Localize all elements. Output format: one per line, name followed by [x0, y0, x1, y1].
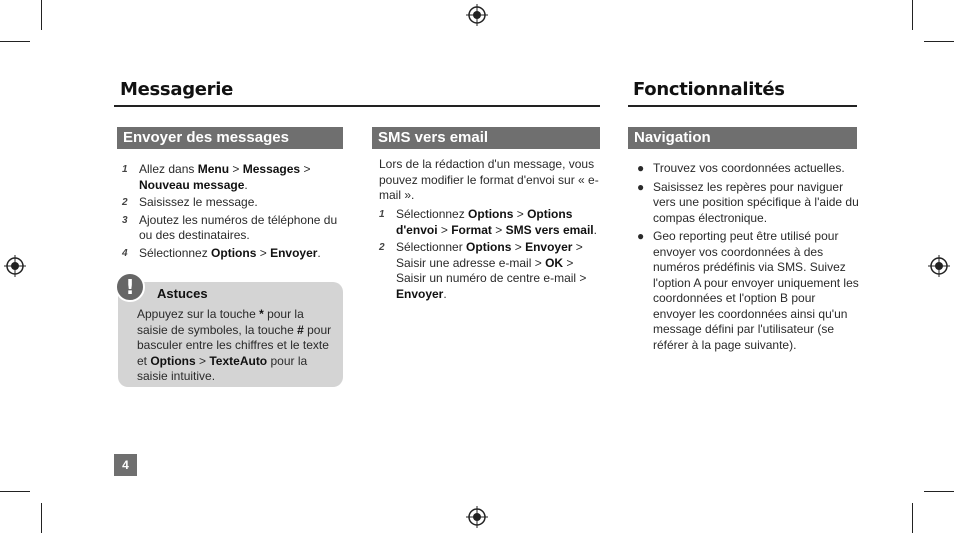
page-number: 4	[114, 454, 137, 476]
step-number: 4	[122, 247, 128, 259]
subsection-bar-sms-email: SMS vers email	[372, 127, 600, 149]
text-run: >	[229, 162, 243, 176]
bullet-text: Saisissez les repères pour naviguer vers une position spécifique à l'aide du compas électronique.	[653, 179, 859, 225]
text-run: Allez dans	[139, 162, 198, 176]
text-run: > Saisir un numéro de centre e-mail >	[396, 255, 587, 285]
steps-list-envoyer	[118, 162, 344, 263]
text-run: Ajoutez les numéros de téléphone du ou des destinataires.	[139, 212, 338, 242]
bold-term: Menu	[197, 162, 230, 176]
bold-term: Options	[466, 240, 512, 254]
subsection-bar-envoyer: Envoyer des messages	[117, 127, 343, 149]
registration-mark-icon	[466, 506, 488, 528]
step-number: 3	[122, 214, 128, 226]
tip-text	[137, 307, 337, 385]
crop-mark-icon	[912, 0, 913, 30]
section-title-messagerie: Messagerie	[120, 79, 234, 100]
section-rule-left	[114, 105, 600, 107]
section-title-fonctionnalites: Fonctionnalités	[633, 79, 785, 100]
text-run: pour la saisie intuitive.	[137, 353, 308, 383]
text-run: Sélectionner	[396, 240, 467, 254]
tip-title: Astuces	[157, 286, 208, 301]
text-run: Saisissez le message.	[139, 195, 258, 209]
crop-mark-icon	[924, 41, 954, 42]
text-run: Sélectionnez	[139, 245, 212, 260]
steps-list-sms-email	[375, 207, 600, 304]
crop-mark-icon	[0, 491, 30, 492]
bullet-item	[634, 229, 859, 353]
sms-email-intro: Lors de la rédaction d'un message, vous pouvez modifier le format d'envoi sur « e-mail ».	[379, 157, 599, 202]
step-number: 1	[122, 164, 128, 175]
bullet-dot-icon: ●	[637, 161, 645, 175]
text-run: pour la saisie de symboles, la touche	[137, 307, 304, 337]
bullet-dot-icon: ●	[637, 229, 645, 243]
bold-term: Envoyer	[525, 240, 573, 254]
step-item	[375, 240, 600, 302]
registration-mark-icon	[928, 255, 950, 277]
text-run: .	[317, 245, 321, 260]
step-item	[118, 195, 344, 211]
bullet-item	[634, 161, 859, 177]
text-run: .	[443, 286, 447, 301]
bold-term: Options	[211, 245, 257, 260]
subsection-bar-navigation: Navigation	[628, 127, 857, 149]
navigation-bullet-list	[634, 161, 859, 356]
step-item	[118, 246, 344, 262]
text-run: >	[300, 162, 311, 176]
text-run: .	[593, 222, 597, 237]
step-item	[118, 162, 344, 193]
bold-term: *	[259, 307, 264, 321]
step-item	[118, 213, 344, 244]
text-run: >	[256, 245, 271, 260]
bold-term: Options	[468, 207, 514, 221]
bold-term: #	[297, 322, 304, 337]
text-run: >	[511, 240, 526, 254]
bullet-item	[634, 180, 859, 227]
text-run: >	[195, 353, 210, 368]
bold-term: Nouveau message	[139, 177, 245, 192]
bold-term: Options d'envoi	[396, 207, 573, 237]
section-rule-right	[628, 105, 857, 107]
registration-mark-icon	[466, 4, 488, 26]
registration-mark-icon	[4, 255, 26, 277]
text-run: .	[244, 177, 248, 192]
step-number: 2	[379, 242, 385, 253]
crop-mark-icon	[41, 0, 42, 30]
step-number: 1	[379, 209, 385, 220]
text-run: >	[513, 207, 528, 221]
crop-mark-icon	[41, 503, 42, 533]
text-run: pour basculer entre les chiffres et le texte et	[137, 322, 332, 368]
step-number: 2	[122, 197, 128, 208]
bold-term: Format	[451, 222, 492, 237]
bold-term: Messages	[242, 162, 301, 176]
bold-term: SMS vers email	[505, 222, 594, 237]
bullet-text: Geo reporting peut être utilisé pour envoyer vos coordonnées à des numéros prédéfinis via SMS. Suivez l'option A pour envoyer uniquement les coordonnées et l'option B pour envoyer les coordonnées ainsi qu'un message défini par l'utilisateur (se référer à la page suivante).	[653, 229, 859, 352]
bold-term: Envoyer	[270, 245, 318, 260]
exclamation-icon: !	[115, 272, 145, 302]
bullet-dot-icon: ●	[637, 179, 645, 194]
bold-term: Options	[150, 353, 196, 368]
crop-mark-icon	[912, 503, 913, 533]
text-run: > Saisir une adresse e-mail >	[396, 240, 583, 270]
crop-mark-icon	[924, 491, 954, 492]
step-item	[375, 207, 600, 238]
text-run: Appuyez sur la touche	[137, 307, 260, 321]
text-run: Sélectionnez	[396, 207, 469, 221]
text-run: >	[491, 222, 506, 237]
text-run: >	[437, 222, 452, 237]
crop-mark-icon	[0, 41, 30, 42]
bold-term: TexteAuto	[209, 353, 268, 368]
bullet-text: Trouvez vos coordonnées actuelles.	[653, 161, 845, 175]
bold-term: Envoyer	[396, 286, 444, 301]
bold-term: OK	[545, 255, 564, 270]
